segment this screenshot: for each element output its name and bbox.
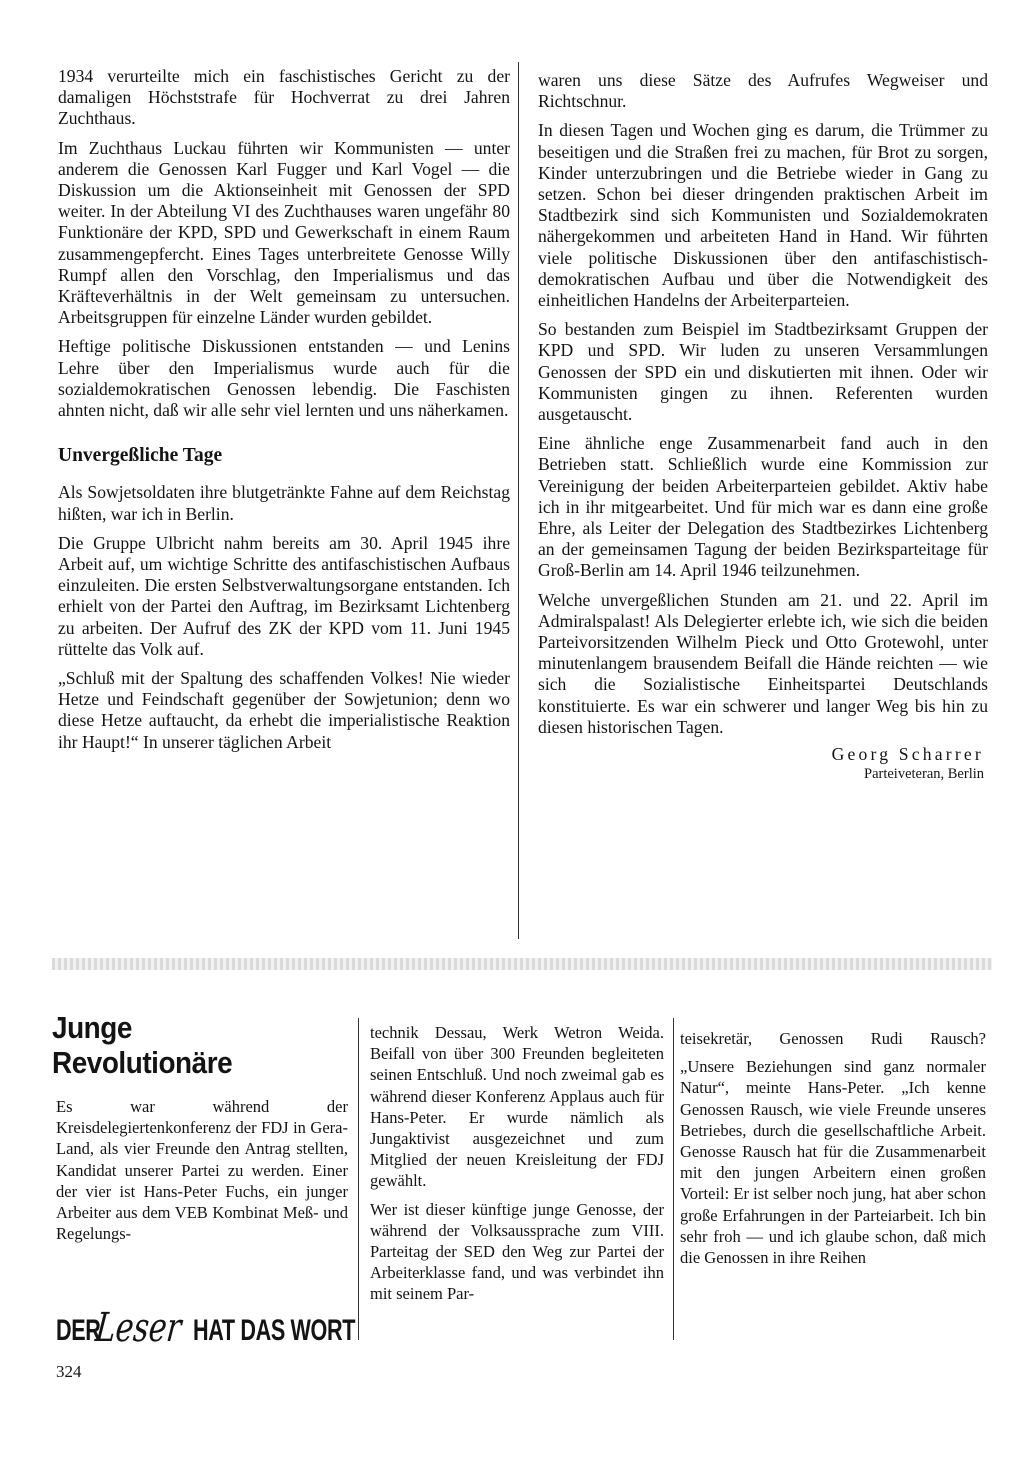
paragraph: teisekretär, Genossen Rudi Rausch?	[680, 1029, 986, 1048]
paragraph: Als Sowjetsoldaten ihre blutgetränkte Fahne auf dem Reichstag hißten, war ich in Berlin.	[58, 482, 510, 524]
article-title	[52, 1010, 322, 1080]
title-line: Revolutionäre	[52, 1045, 233, 1080]
paragraph: „Schluß mit der Spaltung des schaffenden Volkes! Nie wieder Hetze und Feindschaft gegenüber der Sowjetunion; denn wo diese Hetze auftaucht, da erhebt die imperialistische Reaktion ihr Haupt!“ In unserer täglichen Arbeit	[58, 668, 510, 752]
paragraph: „Unsere Beziehungen sind ganz normaler Natur“, meinte Hans-Peter. „Ich kenne Genossen Rausch, wie viele Freunde unseres Betriebes, durch die gesellschaftliche Arbeit. Genosse Rausch hat für die Zusammenarbeit mit den jungen Arbeitern einen großen Vorteil: Er ist selber noch jung, hat aber schon große Erfahrungen in der Parteiarbeit. Ich bin sehr froh — und ich glaube schon, daß mich die Genossen in ihre Reihen	[680, 1057, 986, 1268]
paragraph: Wer ist dieser künftige junge Genosse, der während der Volksaussprache zum VIII. Parteitag der SED den Weg zur Partei der Arbeiterklasse fand, und was verbindet ihn mit seinem Par-	[370, 1199, 664, 1304]
paragraph: waren uns diese Sätze des Aufrufes Wegweiser und Richtschnur.	[538, 70, 988, 112]
article-column-bottom-1	[56, 1096, 348, 1244]
paragraph: Im Zuchthaus Luckau führten wir Kommunisten — unter anderem die Genossen Karl Fugger und Karl Vogel — die Diskussion um die Aktionseinheit mit Genossen der SPD weiter. In der Abteilung VI des Zuchthauses waren ungefähr 80 Funktionäre der KPD, SPD und Gewerkschaft in einem Raum zusammengepfercht. Eines Tages unterbreitete Genosse Willy Rumpf allen den Vorschlag, den Imperialismus und das Kräfteverhältnis in der Welt gemeinsam zu untersuchen. Arbeitsgruppen für einzelne Länder wurden gebildet.	[58, 137, 510, 328]
logo-script-text: Leser	[93, 1305, 184, 1351]
author-role: Parteiveteran, Berlin	[864, 766, 984, 783]
der-leser-hat-das-wort-logo	[56, 1296, 356, 1351]
paragraph: So bestanden zum Beispiel im Stadtbezirksamt Gruppen der KPD und SPD. Wir luden zu unseren Versammlungen Genossen der SPD ein und diskutierten mit ihnen. Oder wir Kommunisten gingen zu ihnen. Referenten wurden ausgetauscht.	[538, 319, 988, 425]
section-divider	[52, 958, 992, 970]
logo-text: HAT DAS WORT	[193, 1314, 356, 1347]
section-subheading: Unvergeßliche Tage	[58, 445, 223, 467]
article-column-bottom-2	[370, 1022, 664, 1305]
author-signature: Georg Scharrer	[831, 744, 984, 765]
article-column-bottom-3	[680, 1028, 986, 1268]
paragraph: Heftige politische Diskussionen entstanden — und Lenins Lehre über den Imperialismus wurde auch für die sozialdemokratischen Genossen lebendig. Die Faschisten ahnten nicht, daß wir alle sehr viel lernten und uns näherkamen.	[58, 336, 510, 421]
paragraph: In diesen Tagen und Wochen ging es darum, die Trümmer zu beseitigen und die Straßen frei zu machen, für Brot zu sorgen, Kinder unterzubringen und die Betriebe wieder in Gang zu setzen. Schon bei dieser dringenden praktischen Arbeit im Stadtbezirk sind sich Kommunisten und Sozialdemokraten nähergekommen und arbeiteten Hand in Hand. Wir führten viele politische Diskussionen über den antifaschistisch-demokratischen Aufbau und über die Notwendigkeit des einheitlichen Handelns der Arbeiterparteien.	[538, 120, 988, 311]
article-column-left	[58, 66, 510, 753]
paragraph: technik Dessau, Werk Wetron Weida. Beifall von über 300 Freunden begleiteten seinen Entschluß. Und noch zweimal gab es während dieser Konferenz Applaus auch für Hans-Peter. Er wurde nämlich als Jungaktivist ausgezeichnet und zum Mitglied der neuen Kreisleitung der FDJ gewählt.	[370, 1023, 664, 1191]
column-rule	[358, 1018, 359, 1340]
paragraph: 1934 verurteilte mich ein faschistisches Gericht zu der damaligen Höchststrafe für Hochverrat zu drei Jahren Zuchthaus.	[58, 66, 510, 129]
article-column-right	[538, 70, 988, 783]
paragraph: Welche unvergeßlichen Stunden am 21. und 22. April im Admiralspalast! Als Delegierter erlebte ich, wie sich die beiden Parteivorsitzenden Wilhelm Pieck und Otto Grotewohl, unter minutenlangem brausendem Beifall die Hände reichten — wie sich die Sozialistische Einheitspartei Deutschlands konstituierte. Es war ein schwerer und langer Weg bis hin zu diesen historischen Tagen.	[538, 589, 988, 737]
title-line: Junge	[52, 1010, 132, 1045]
column-rule	[518, 62, 519, 939]
paragraph: Eine ähnliche enge Zusammenarbeit fand auch in den Betrieben statt. Schließlich wurde eine Kommission zur Vereinigung der beiden Arbeiterparteien gebildet. Aktiv habe ich in ihr mitgearbeitet. Und für mich war es dann eine große Ehre, als Leiter der Delegation des Stadtbezirkes Lichtenberg an der gemeinsamen Tagung der beiden Bezirksparteitage für Groß-Berlin am 14. April 1946 teilzunehmen.	[538, 433, 988, 581]
logo-text: DER	[56, 1314, 101, 1347]
paragraph: Es war während der Kreisdelegiertenkonferenz der FDJ in Gera-Land, als vier Freunde den Antrag stellten, Kandidat unserer Partei zu werden. Einer der vier ist Hans-Peter Fuchs, ein junger Arbeiter aus dem VEB Kombinat Meß- und Regelungs-	[56, 1097, 348, 1244]
page-number: 324	[56, 1362, 82, 1381]
paragraph: Die Gruppe Ulbricht nahm bereits am 30. April 1945 ihre Arbeit auf, um wichtige Schritte des antifaschistischen Aufbaus einzuleiten. Die ersten Selbstverwaltungsorgane entstanden. Ich erhielt von der Partei den Auftrag, im Bezirksamt Lichtenberg zu arbeiten. Der Aufruf des ZK der KPD vom 11. Juni 1945 rüttelte das Volk auf.	[58, 532, 510, 659]
column-rule	[673, 1018, 674, 1340]
